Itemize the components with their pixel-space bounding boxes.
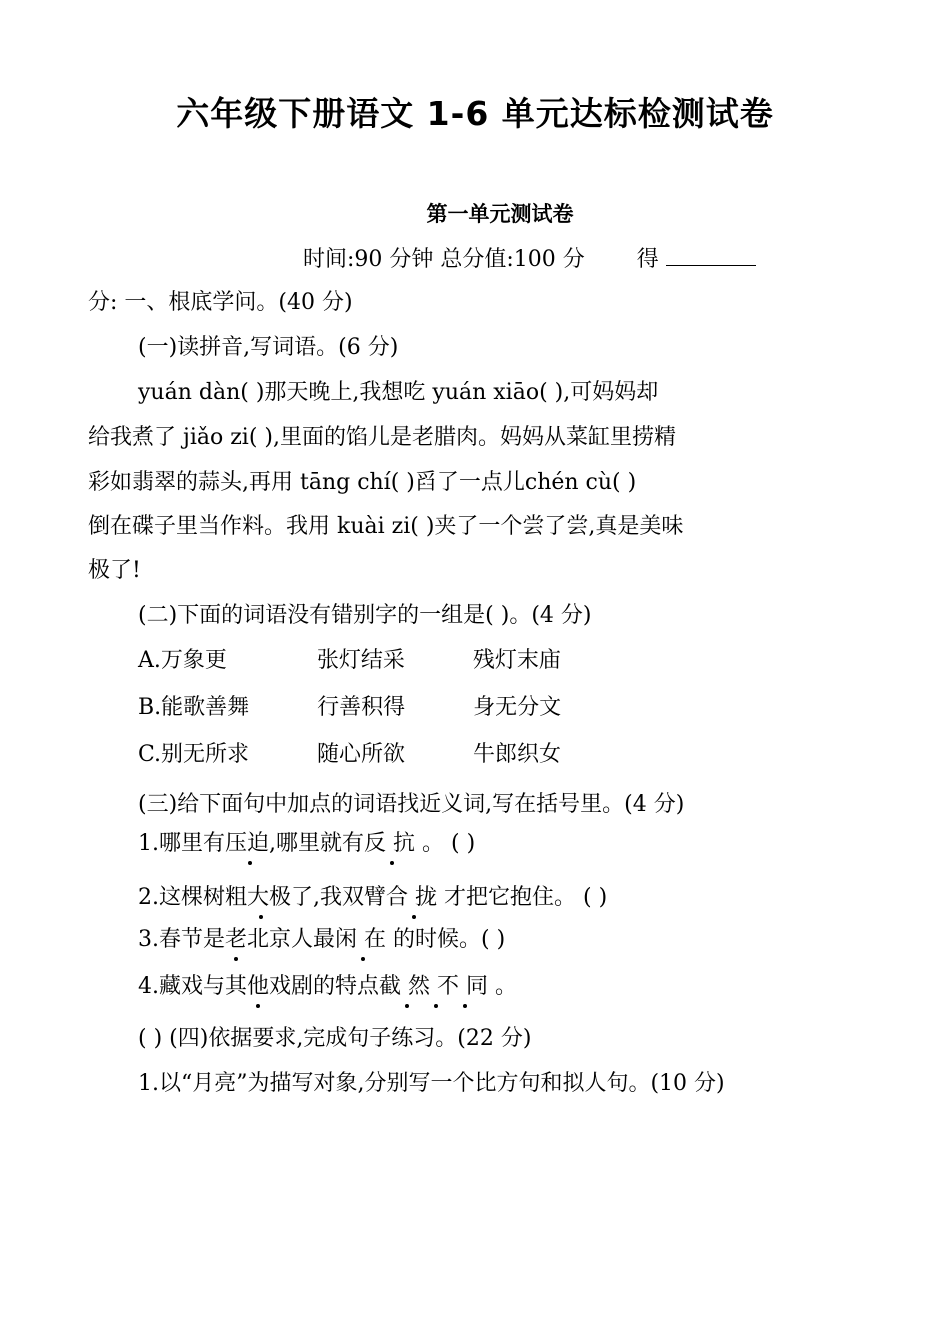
option-letter: C.: [138, 742, 162, 767]
dotted-word: 抗: [392, 831, 415, 856]
option-word: 万象更: [160, 648, 227, 673]
option-word: 别无所求: [161, 742, 250, 767]
option-word: 行善积得: [317, 695, 406, 720]
pinyin-line-5: 极了!: [88, 558, 141, 583]
pinyin-line-3: 彩如翡翠的蒜头,再用 tāng chí( )舀了一点儿chén cù( ): [88, 470, 637, 495]
part1-heading: (一)读拼音,写词语。(6 分): [138, 335, 399, 360]
dotted-word: 拢: [414, 885, 437, 910]
score-blank[interactable]: [666, 243, 756, 266]
option-word: 身无分文: [473, 695, 562, 720]
synonym-question-3: 3.春节是老北京人最闲 在 的时候。( ): [138, 927, 506, 952]
option-c[interactable]: [138, 740, 561, 770]
dotted-word: 同: [466, 974, 489, 999]
unit-title: 第一单元测试卷: [426, 202, 574, 226]
exam-meta: [303, 243, 756, 275]
option-word: 残灯末庙: [472, 648, 561, 673]
synonym-question-1: 1.哪里有压迫,哪里就有反 抗 。 ( ): [138, 831, 476, 856]
dotted-word: 不: [437, 974, 460, 999]
time-info: 时间:90 分钟 总分值:100 分: [303, 247, 585, 272]
part3-heading: (三)给下面句中加点的词语找近义词,写在括号里。(4 分): [138, 792, 685, 817]
part2-heading: (二)下面的词语没有错别字的一组是( )。(4 分): [138, 603, 592, 628]
section-heading: 分: 一、根底学问。(40 分): [88, 290, 353, 315]
exam-title: 六年级下册语文 1-6 单元达标检测试卷: [176, 94, 774, 133]
synonym-question-2: 2.这棵树粗大极了,我双臂合 拢 才把它抱住。 ( ): [138, 885, 608, 910]
part4-heading: ( ) (四)依据要求,完成句子练习。(22 分): [138, 1026, 532, 1051]
option-letter: B.: [138, 695, 162, 720]
option-word: 能歌善舞: [161, 695, 250, 720]
synonym-question-4: 4.藏戏与其他戏剧的特点截 然 不 同 。: [138, 974, 518, 999]
option-word: 牛郎织女: [473, 742, 562, 767]
option-a[interactable]: [138, 646, 561, 676]
pinyin-line-4: 倒在碟子里当作料。我用 kuài zi( )夹了一个尝了尝,真是美味: [88, 514, 684, 539]
option-word: 随心所欲: [317, 742, 406, 767]
pinyin-line-2: 给我煮了 jiǎo zi( ),里面的馅儿是老腊肉。妈妈从菜缸里捞精: [88, 425, 676, 450]
option-letter: A.: [138, 648, 161, 673]
dotted-word: 然: [408, 974, 431, 999]
score-label: 得: [636, 247, 659, 272]
sentence-question-1: 1.以“月亮”为描写对象,分别写一个比方句和拟人句。(10 分): [138, 1071, 725, 1096]
dotted-word: 在: [364, 927, 387, 952]
option-word: 张灯结采: [316, 648, 405, 673]
pinyin-line-1: yuán dàn( )那天晚上,我想吃 yuán xiāo( ),可妈妈却: [138, 380, 659, 405]
option-b[interactable]: [138, 693, 561, 723]
